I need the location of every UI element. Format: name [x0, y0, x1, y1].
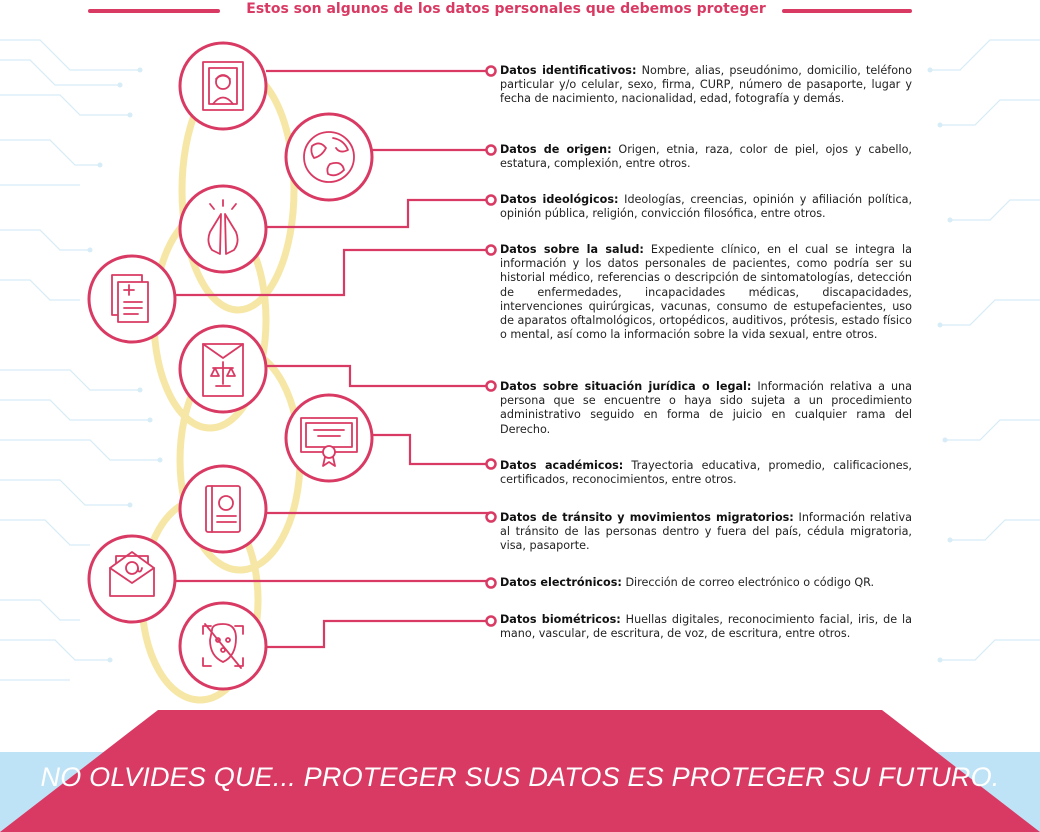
item-origen — [500, 143, 912, 171]
header-rule-right — [782, 9, 912, 13]
item-text: Ideologías, creencias, opinión y afiliación política, opinión pública, religión, convicción filosófica, entre otros. — [500, 193, 913, 221]
item-label: Datos de tránsito y movimientos migratorios: — [500, 511, 794, 524]
item-label: Datos sobre la salud: — [500, 243, 644, 256]
item-text: Información relativa al tránsito de las personas dentro y fuera del país, cédula migratoria, visa, pasaporte. — [500, 511, 912, 553]
item-salud — [500, 243, 912, 342]
item-juridica — [500, 380, 912, 437]
item-label: Datos electrónicos: — [500, 576, 622, 589]
page-title: Estos son algunos de los datos personales que debemos proteger — [246, 1, 766, 17]
item-electronicos — [500, 576, 912, 590]
item-label: Datos de origen: — [500, 143, 612, 156]
connector-dots — [487, 67, 496, 626]
banner-slogan: NO OLVIDES QUE... PROTEGER SUS DATOS ES PROTEGER SU FUTURO. — [40, 762, 1000, 792]
section-header — [0, 0, 1040, 24]
item-ideologicos — [500, 193, 912, 221]
item-text: Expediente clínico, en el cual se integra la información y los datos personales de pacientes, como podría ser su historial médico, referencias o descripción de sintomatologías, detección de enfermedades, incapacidades médicas, discapacidades, intervenciones quirúrgicas, vacunas, consumo de estupefacientes, uso de aparatos oftalmológicos, ortopédicos, auditivos, prótesis, estado físico o mental, así como la información sobre la vida sexual, entre otros. — [500, 243, 912, 342]
item-academicos — [500, 459, 912, 487]
item-label: Datos académicos: — [500, 459, 624, 472]
item-text: Nombre, alias, pseudónimo, domicilio, teléfono particular y/o celular, sexo, firma, CURP, número de pasaporte, lugar y fecha de nacimiento, nacionalidad, edad, fotografía y demás. — [500, 64, 912, 106]
item-transito — [500, 511, 912, 554]
item-label: Datos identificativos: — [500, 64, 637, 77]
header-rule-left — [88, 9, 220, 13]
item-text: Información relativa a una persona que se encuentre o haya sido sujeta a un procedimiento administrativo seguido en forma de juicio en cualquier rama del Derecho. — [500, 380, 912, 436]
item-label: Datos ideológicos: — [500, 193, 619, 206]
item-identificativos — [500, 64, 912, 107]
item-text: Dirección de correo electrónico o código QR. — [625, 576, 875, 589]
item-text: Origen, etnia, raza, color de piel, ojos y cabello, estatura, complexión, entre otros. — [500, 143, 912, 171]
item-label: Datos biométricos: — [500, 613, 621, 626]
item-biometricos — [500, 613, 912, 641]
medical-records-icon — [112, 275, 148, 322]
item-text: Huellas digitales, reconocimiento facial, iris, de la mano, vascular, de escritura, de voz, de escritura, entre otros. — [500, 613, 912, 641]
item-label: Datos sobre situación jurídica o legal: — [500, 380, 752, 393]
item-text: Trayectoria educativa, promedio, calificaciones, certificados, reconocimientos, entre otros. — [500, 459, 912, 487]
